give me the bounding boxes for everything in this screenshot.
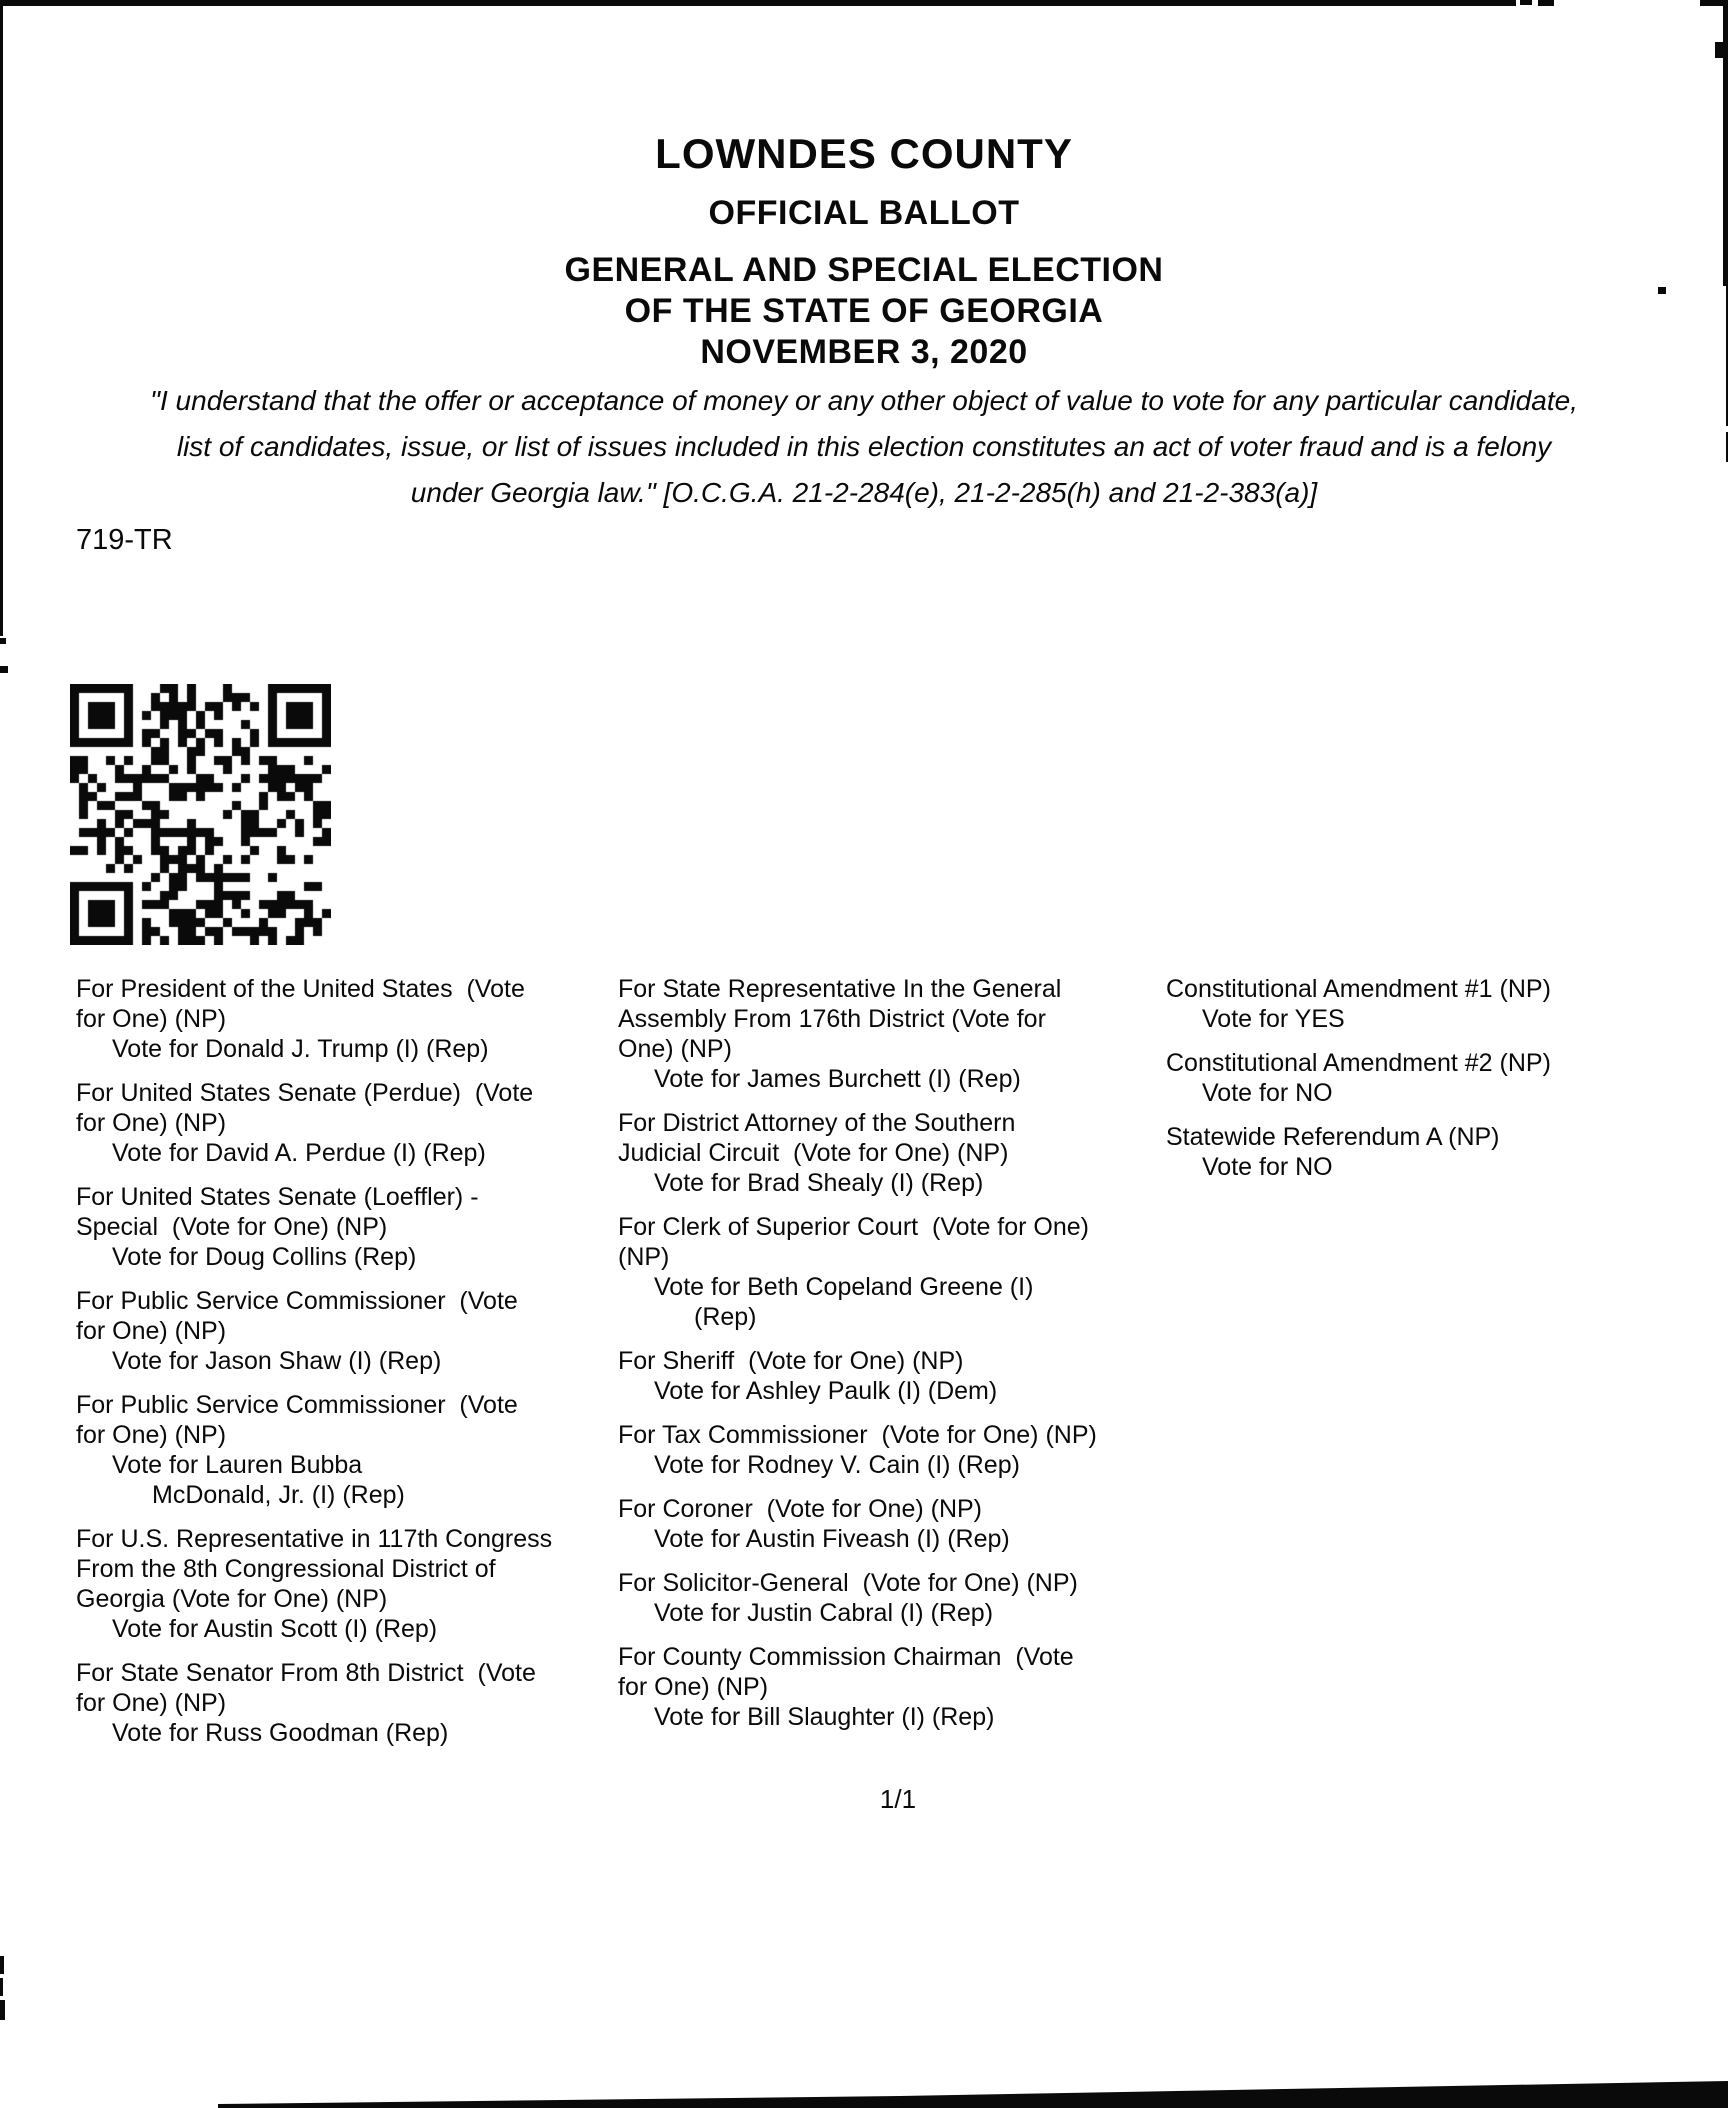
ballot-line: Vote for Justin Cabral (I) (Rep) [654,1599,994,1627]
ballot-line: for One) (NP) [76,1689,227,1717]
precinct-code: 719-TR [76,524,173,556]
contest-block [618,1108,1097,1198]
ballot-line: Assembly From 176th District (Vote for [618,1005,1046,1033]
ballot-line: (Rep) [694,1303,757,1331]
text-line: "I understand that the offer or acceptance of money or any other object of value to vote for any particular candidate, [150,385,1578,416]
ballot-line: From the 8th Congressional District of [76,1555,496,1583]
contest-block [618,1420,1097,1480]
scan-artifact-right-dash [1715,42,1723,58]
ballot-line: For United States Senate (Perdue) (Vote [76,1079,534,1107]
contest-block [1166,1048,1551,1108]
contest-block [1166,974,1551,1034]
election-title [0,250,1728,373]
scan-artifact-left-tick [0,666,8,673]
contest-block [76,974,552,1064]
county-title: LOWNDES COUNTY [655,130,1073,177]
contest-block [1166,1122,1551,1182]
contest-block [76,1390,552,1510]
ballot-line: Vote for Lauren Bubba [112,1451,363,1479]
ballot-line: For Sheriff (Vote for One) (NP) [618,1347,964,1375]
scan-artifact-top-dash [1538,0,1554,6]
ballot-line: For County Commission Chairman (Vote [618,1643,1074,1671]
ballot-line: For Public Service Commissioner (Vote [76,1287,518,1315]
ballot-line: Special (Vote for One) (NP) [76,1213,388,1241]
fraud-notice [0,378,1728,516]
scan-artifact-left-bottom-dash [0,1956,4,1974]
text-line: NOVEMBER 3, 2020 [700,333,1028,371]
ballot-line: Vote for James Burchett (I) (Rep) [654,1065,1021,1093]
ballot-line: For State Representative In the General [618,975,1062,1003]
ballot-line: Vote for Rodney V. Cain (I) (Rep) [654,1451,1020,1479]
ballot-line: for One) (NP) [76,1109,227,1137]
contest-block [618,1642,1097,1732]
scan-artifact-top-line [0,0,1516,6]
contest-block [76,1524,552,1644]
ballot-column-3 [1166,974,1551,1196]
ballot-line: For Public Service Commissioner (Vote [76,1391,518,1419]
ballot-line: Judicial Circuit (Vote for One) (NP) [618,1139,1009,1167]
ballot-line: for One) (NP) [618,1673,769,1701]
contest-block [618,1494,1097,1554]
contest-block [76,1286,552,1376]
ballot-line: (NP) [618,1243,670,1271]
qr-code-icon [70,684,331,945]
ballot-line: For U.S. Representative in 117th Congress [76,1525,553,1553]
ballot-line: For United States Senate (Loeffler) - [76,1183,479,1211]
ballot-line: For Tax Commissioner (Vote for One) (NP) [618,1421,1097,1449]
ballot-line: Vote for Brad Shealy (I) (Rep) [654,1169,984,1197]
ballot-line: Constitutional Amendment #1 (NP) [1166,975,1551,1003]
scan-artifact-bottom-bar [0,2078,1728,2108]
text-line: GENERAL AND SPECIAL ELECTION [564,251,1164,289]
ballot-line: Vote for Donald J. Trump (I) (Rep) [112,1035,489,1063]
ballot-line: For State Senator From 8th District (Vote [76,1659,536,1687]
ballot-line: For District Attorney of the Southern [618,1109,1016,1137]
ballot-line: Vote for YES [1202,1005,1345,1033]
ballot-line: Vote for NO [1202,1079,1333,1107]
ballot-line: Vote for Doug Collins (Rep) [112,1243,417,1271]
contest-block [76,1182,552,1272]
ballot-line: McDonald, Jr. (I) (Rep) [152,1481,405,1509]
ballot-line: For Clerk of Superior Court (Vote for One) [618,1213,1090,1241]
ballot-line: Georgia (Vote for One) (NP) [76,1585,388,1613]
ballot-line: For Coroner (Vote for One) (NP) [618,1495,983,1523]
contest-block [618,1346,1097,1406]
ballot-line: Vote for Russ Goodman (Rep) [112,1719,449,1747]
ballot-line: Statewide Referendum A (NP) [1166,1123,1500,1151]
contest-block [76,1078,552,1168]
contest-block [76,1658,552,1748]
contest-block [618,974,1097,1094]
ballot-line: Vote for Austin Fiveash (I) (Rep) [654,1525,1010,1553]
ballot-line: Constitutional Amendment #2 (NP) [1166,1049,1551,1077]
ballot-line: One) (NP) [618,1035,732,1063]
ballot-line: Vote for Beth Copeland Greene (I) [654,1273,1034,1301]
ballot-line: Vote for NO [1202,1153,1333,1181]
text-line: list of candidates, issue, or list of issues included in this election constitutes an act of voter fraud and is a felony [176,431,1552,462]
text-line: OF THE STATE OF GEORGIA [624,292,1104,330]
ballot-line: for One) (NP) [76,1317,227,1345]
scan-artifact-left-bottom-dash [0,1978,3,1996]
ballot-line: for One) (NP) [76,1421,227,1449]
scan-artifact-left-bottom-dash [0,2000,5,2020]
contest-block [618,1212,1097,1332]
scan-artifact-left-tick [0,638,6,644]
ballot-line: for One) (NP) [76,1005,227,1033]
ballot-column-2 [618,974,1097,1746]
contest-block [618,1568,1097,1628]
ballot-line: Vote for Bill Slaughter (I) (Rep) [654,1703,995,1731]
page-indicator: 1/1 [879,1784,917,1814]
ballot-line: Vote for Jason Shaw (I) (Rep) [112,1347,442,1375]
ballot-line: For President of the United States (Vote [76,975,525,1003]
scan-artifact-top-dash [1520,0,1532,5]
ballot-title: OFFICIAL BALLOT [708,194,1020,232]
ballot-column-1 [76,974,552,1762]
ballot-line: Vote for Austin Scott (I) (Rep) [112,1615,438,1643]
ballot-line: Vote for David A. Perdue (I) (Rep) [112,1139,486,1167]
ballot-line: For Solicitor-General (Vote for One) (NP) [618,1569,1078,1597]
ballot-line: Vote for Ashley Paulk (I) (Dem) [654,1377,998,1405]
text-line: under Georgia law." [O.C.G.A. 21-2-284(e), 21-2-285(h) and 21-2-383(a)] [410,477,1318,508]
